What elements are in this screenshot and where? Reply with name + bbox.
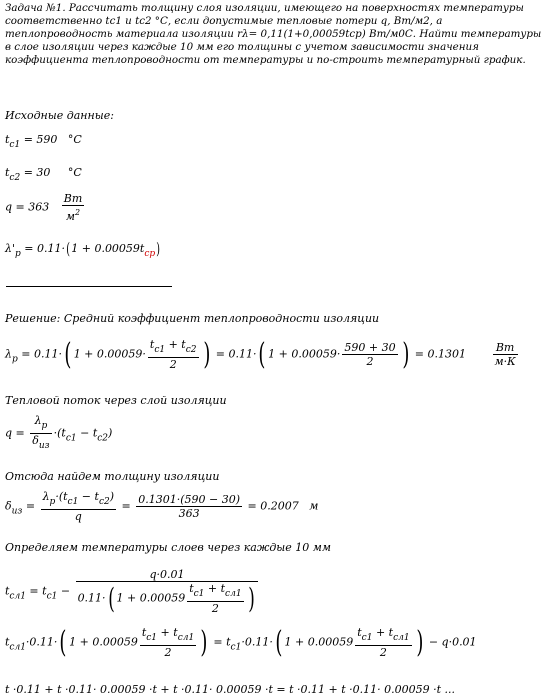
given-tc2: $t_{c2} = 30$ °C — [5, 166, 82, 183]
given-lambda: $\lambda'_p = 0.11\cdot(1 + 0.00059t_{cp})$ — [5, 239, 161, 259]
flux-formula: q = $\frac{\lambda_p}{\delta_{из}}$ $\cdot(t_{c1} - t_{c2})$ — [5, 414, 113, 451]
layers-heading: Определяем температуры слоев через каждые 10 мм — [5, 541, 332, 554]
solution-lambda-formula: $\lambda_p = 0.11\cdot$( 1 + 0.00059· $\frac{t_{c1} + t_{c2}}{2}$ ) = 0.11·( 1 + 0.00059· $\frac{590 + 30}{2}$ ) = 0.1301 $\frac{Вт}{м\cdot К}$ — [5, 336, 516, 372]
given-heading: Исходные данные: — [5, 109, 114, 122]
task-statement: Задача №1. Рассчитать толщину слоя изоляции, имеющего на поверхностях температуры соответственно tc1 и tc2 °С, если допустимые тепловые потери q, Вт/м2, а теплопроводность материала изоляции rλ= 0,11(1+0,00059tср) Вт/м0С. Найти температуры в слое изоляции через каждые 10 мм его толщины с учетом зависимости значения коэффициента теплопроводности от температуры и по-строить температурный график. — [5, 2, 542, 66]
flux-heading: Тепловой поток через слой изоляции — [5, 394, 227, 407]
separator-line — [6, 286, 172, 287]
layers-eq1: $t_{сл1} = t_{c1}$ − q·0.01 0.11·( 1 + 0.00059 $\frac{t_{c1} + t_{сл1}}{2}$ ) — [5, 568, 260, 615]
thickness-formula: $\delta_{из}$ = $\frac{\lambda_p\cdot(t_{c1} - t_{c2})}{q}$ = $\frac{0.1301\cdot(590 - 30)}{363}$ = 0.2007 м — [5, 490, 319, 523]
layers-eq2: $t_{сл1}\cdot 0.11\cdot$( 1 + 0.00059 $\frac{t_{c1} + t_{сл1}}{2}$ ) = $t_{c1}\cdot 0.11\cdot$( 1 + 0.00059 $\frac{t_{c1} + t_{сл1}}{2}$ ) − q·0.01 — [5, 624, 477, 660]
solution-heading: Решение: Средний коэффициент теплопроводности изоляции — [5, 312, 380, 325]
given-q: q = 363 $\frac{Вт}{м^2}$ — [5, 192, 83, 223]
thickness-heading: Отсюда найдем толщину изоляции — [5, 470, 220, 483]
given-tc1: $t_{c1} = 590$ °C — [5, 133, 82, 150]
layers-eq3: t ·0.11 + t ·0.11· 0.00059 ·t + t ·0.11· 0.00059 ·t = t ·0.11 + t ·0.11· 0.00059 ·t ... — [5, 683, 456, 696]
